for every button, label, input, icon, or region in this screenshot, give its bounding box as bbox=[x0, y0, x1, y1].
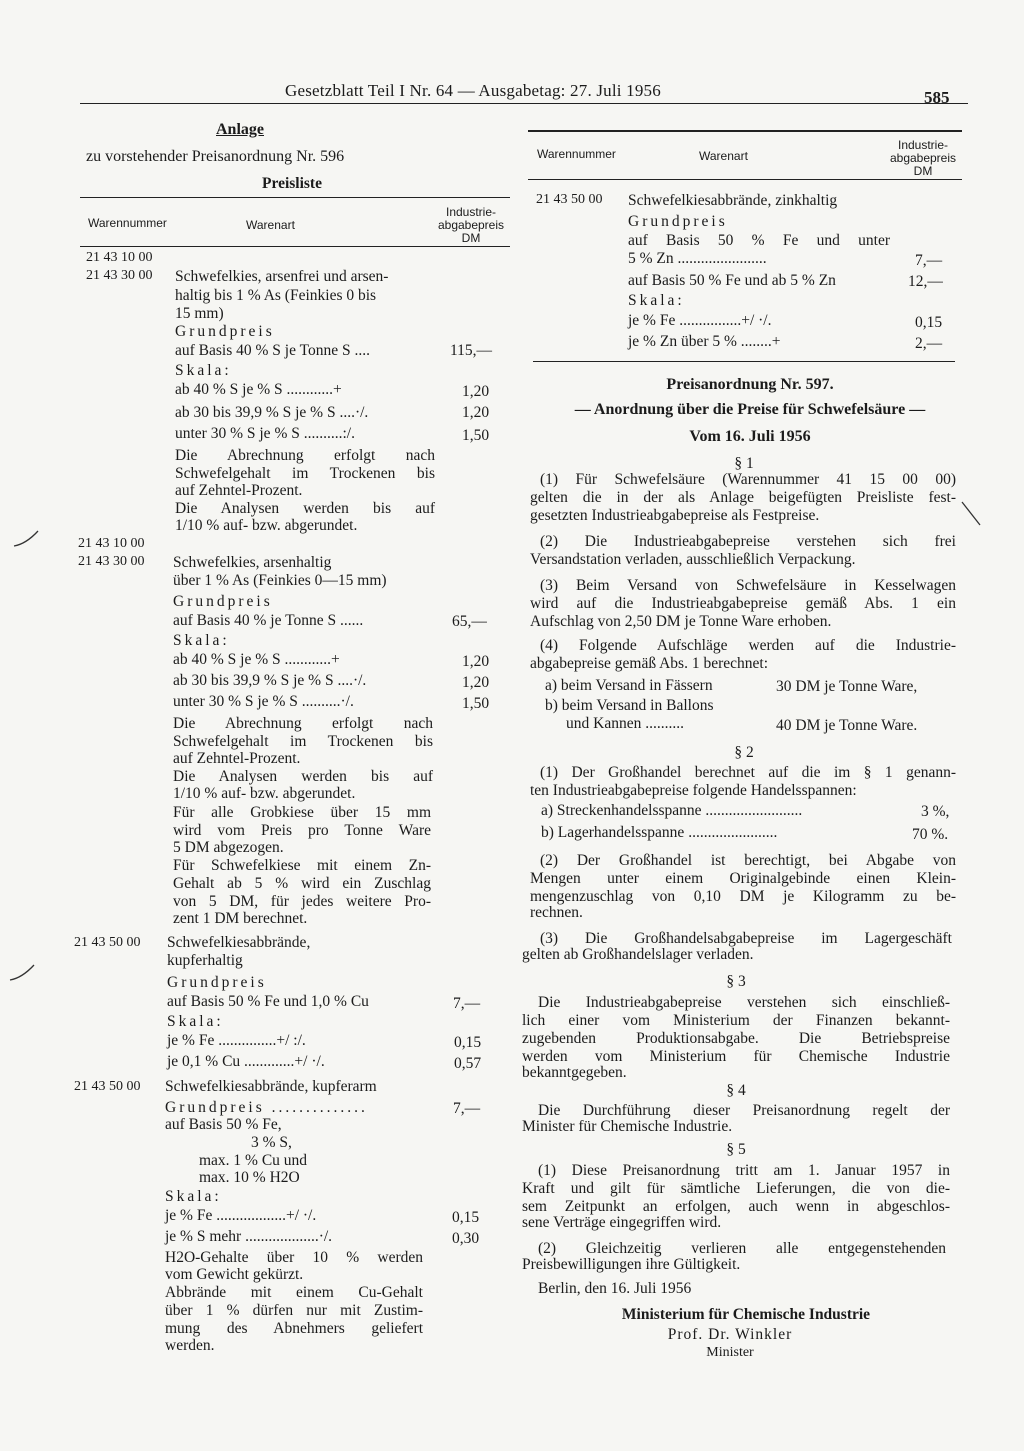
ministry-name: Ministerium für Chemische Industrie bbox=[621, 1306, 871, 1323]
paragraph-line: (2) Gleichzeitig verlieren alle entgegenstehenden bbox=[538, 1240, 946, 1257]
grundpreis-label: Grundpreis bbox=[628, 213, 728, 230]
right-table-top-rule bbox=[528, 130, 962, 132]
skala-line: unter 30 % S je % S ..........·/. bbox=[173, 693, 354, 710]
page-number: 585 bbox=[924, 88, 950, 107]
basis-line: max. 1 % Cu und bbox=[199, 1152, 308, 1169]
paragraph-line: sem Zeitpunkt an erfolgen, auch wenn in abgeschlos- bbox=[522, 1198, 950, 1215]
paragraph-line: Die Durchführung dieser Preisanordnung regelt der bbox=[538, 1102, 950, 1119]
warenart-text: über 1 % As (Feinkies 0—15 mm) bbox=[173, 572, 387, 589]
warenart-text: kupferhaltig bbox=[167, 952, 243, 969]
note-line: mung des Abnehmers geliefert bbox=[165, 1320, 423, 1337]
price-value: 1,50 bbox=[462, 695, 490, 712]
skala-line: je % Fe ..................+/ ·/. bbox=[165, 1207, 317, 1224]
note-line: Die Analysen werden bis auf bbox=[173, 768, 433, 785]
warennummer: 21 43 30 00 bbox=[78, 554, 145, 569]
price-value: 0,15 bbox=[915, 314, 943, 331]
list-item: b) Lagerhandelsspanne ....................... bbox=[541, 824, 778, 841]
skala-label: Skala: bbox=[165, 1188, 222, 1205]
basis-line: 3 % S, bbox=[251, 1134, 292, 1151]
skala-line: ab 40 % S je % S ............+ bbox=[173, 651, 340, 668]
list-item: a) beim Versand in Fässern bbox=[545, 677, 713, 694]
col-warenart: Warenart bbox=[699, 149, 748, 163]
grundpreis-label: Grundpreis bbox=[167, 974, 267, 991]
basis-line: auf Basis 40 % je Tonne S ...... bbox=[173, 612, 364, 629]
paragraph-line: wird auf die Industrieabgabepreise gemäß Abs. 1 ein bbox=[530, 595, 956, 612]
place-date: Berlin, den 16. Juli 1956 bbox=[538, 1280, 692, 1297]
list-item: und Kannen .......... bbox=[566, 715, 684, 732]
col-price-line1: Industrie- bbox=[897, 138, 949, 152]
paragraph-line: (1) Für Schwefelsäure (Warennummer 41 15 00 00) bbox=[540, 471, 956, 488]
paragraph-line: (4) Folgende Aufschläge werden auf die Industrie- bbox=[540, 637, 956, 654]
list-item: a) Streckenhandelsspanne ......................... bbox=[541, 802, 803, 819]
paragraph-line: mengenzuschlag von 0,10 DM je Kilogramm zu be- bbox=[530, 888, 956, 905]
table-top-rule bbox=[80, 197, 510, 198]
gazette-header: Gesetzblatt Teil I Nr. 64 — Ausgabetag: 27. Juli 1956 bbox=[285, 81, 661, 100]
section-heading: § 3 bbox=[726, 973, 746, 990]
note-line: Die Abrechnung erfolgt nach bbox=[173, 715, 433, 732]
col-warennummer: Warennummer bbox=[537, 147, 616, 161]
paragraph-line: gelten ab Großhandelslager verladen. bbox=[522, 946, 754, 963]
col-price-line2: abgabepreis bbox=[889, 151, 957, 165]
col-warenart: Warenart bbox=[246, 218, 295, 232]
paragraph-line: Minister für Chemische Industrie. bbox=[522, 1118, 733, 1135]
skala-line: je % Fe ................+/ ·/. bbox=[628, 312, 772, 329]
warenart-text: Schwefelkiesabbrände, kupferarm bbox=[165, 1078, 377, 1095]
price-value: 1,50 bbox=[462, 427, 490, 444]
warennummer: 21 43 50 00 bbox=[74, 935, 141, 950]
col-price-line3: DM bbox=[913, 164, 933, 178]
skala-line: unter 30 % S je % S ..........:/. bbox=[175, 425, 355, 442]
col-warennummer: Warennummer bbox=[88, 216, 167, 230]
price-value: 0,57 bbox=[454, 1055, 482, 1072]
decree-subtitle: — Anordnung über die Preise für Schwefelsäure — bbox=[574, 401, 926, 418]
paragraph-line: (2) Der Großhandel ist berechtigt, bei Abgabe von bbox=[540, 852, 956, 869]
paragraph-line: sene Verträge eingegriffen wird. bbox=[522, 1214, 722, 1231]
note-line: 1/10 % auf- bzw. abgerundet. bbox=[173, 785, 356, 802]
paragraph-line: Die Industrieabgabepreise verstehen sich einschließ- bbox=[538, 994, 950, 1011]
signer-name: Prof. Dr. Winkler bbox=[667, 1326, 793, 1343]
note-line: zent 1 DM berechnet. bbox=[173, 910, 308, 927]
margin-tick-mark bbox=[8, 962, 38, 984]
list-item-value: 70 %. bbox=[912, 826, 949, 843]
margin-tick-mark bbox=[12, 528, 42, 550]
paragraph-line: (3) Die Großhandelsabgabepreise im Lagergeschäft bbox=[540, 930, 952, 947]
note-line: Für Schwefelkiese mit einem Zn- bbox=[173, 857, 431, 874]
price-value: 115,— bbox=[450, 342, 493, 359]
grundpreis-label: Grundpreis bbox=[173, 593, 273, 610]
price-value: 12,— bbox=[908, 273, 943, 290]
anlage-heading: Anlage bbox=[216, 121, 264, 138]
warenart-text: Schwefelkiesabbrände, zinkhaltig bbox=[628, 192, 838, 209]
skala-label: Skala: bbox=[173, 632, 230, 649]
note-line: Die Abrechnung erfolgt nach bbox=[175, 447, 435, 464]
note-line: über 1 % dürfen nur mit Zustim- bbox=[165, 1302, 423, 1319]
paragraph-line: Aufschlag von 2,50 DM je Tonne Ware erhoben. bbox=[530, 613, 832, 630]
skala-line: ab 30 bis 39,9 % S je % S ....·/. bbox=[175, 404, 369, 421]
paragraph-line: abgabepreise gemäß Abs. 1 berechnet: bbox=[530, 655, 769, 672]
margin-stroke-mark bbox=[960, 500, 984, 528]
paragraph-line: gesetzten Industrieabgabepreise als Festpreise. bbox=[530, 507, 820, 524]
right-table-header-rule bbox=[528, 179, 962, 180]
decree-date: Vom 16. Juli 1956 bbox=[689, 428, 811, 445]
price-value: 0,15 bbox=[454, 1034, 482, 1051]
note-line: 1/10 % auf- bzw. abgerundet. bbox=[175, 517, 358, 534]
list-item-value: 30 DM je Tonne Ware, bbox=[776, 678, 918, 695]
price-value: 7,— bbox=[915, 252, 943, 269]
paragraph-line: lich einer vom Ministerium der Finanzen bekannt- bbox=[522, 1012, 950, 1029]
paragraph-line: bekanntgegeben. bbox=[522, 1064, 627, 1081]
paragraph-line: Mengen unter einem Originalgebinde einen Klein- bbox=[530, 870, 956, 887]
note-line: 5 DM abgezogen. bbox=[173, 839, 284, 856]
preisliste-heading: Preisliste bbox=[262, 175, 322, 192]
warenart-text: Schwefelkiesabbrände, bbox=[167, 934, 311, 951]
skala-line: je 0,1 % Cu .............+/ ·/. bbox=[167, 1053, 325, 1070]
basis-line: 5 % Zn ....................... bbox=[628, 250, 767, 267]
warennummer: 21 43 30 00 bbox=[86, 268, 153, 283]
price-value: 1,20 bbox=[462, 383, 490, 400]
paragraph-line: (2) Die Industrieabgabepreise verstehen sich frei bbox=[540, 533, 956, 550]
list-item-value: 40 DM je Tonne Ware. bbox=[776, 717, 918, 734]
skala-label: Skala: bbox=[628, 292, 685, 309]
note-line: Für alle Grobkiese über 15 mm bbox=[173, 804, 431, 821]
basis-line: auf Basis 50 % Fe und ab 5 % Zn bbox=[628, 272, 836, 289]
paragraph-line: (3) Beim Versand von Schwefelsäure in Kesselwagen bbox=[540, 577, 956, 594]
signer-role: Minister bbox=[706, 1345, 754, 1360]
basis-line: auf Basis 50 % Fe, bbox=[165, 1116, 282, 1133]
section-heading: § 4 bbox=[726, 1082, 746, 1099]
right-table-bottom-rule bbox=[533, 361, 955, 362]
price-value: 1,20 bbox=[462, 653, 490, 670]
paragraph-line: gelten die in der als Anlage beigefügten Preisliste fest- bbox=[530, 489, 956, 506]
basis-line: auf Basis 50 % Fe und 1,0 % Cu bbox=[167, 993, 369, 1010]
header-rule bbox=[80, 103, 968, 104]
skala-line: je % S mehr ...................·/. bbox=[165, 1228, 333, 1245]
skala-label: Skala: bbox=[175, 362, 232, 379]
note-line: Gehalt ab 5 % wird ein Zuschlag bbox=[173, 875, 431, 892]
grundpreis-label: Grundpreis bbox=[175, 323, 275, 340]
paragraph-line: zugebenden Produktionsabgabe. Die Betriebspreise bbox=[522, 1030, 950, 1047]
price-value: 1,20 bbox=[462, 404, 490, 421]
note-line: wird vom Preis pro Tonne Ware bbox=[173, 822, 431, 839]
warennummer: 21 43 10 00 bbox=[78, 536, 145, 551]
note-line: werden. bbox=[165, 1337, 215, 1354]
table-header-rule bbox=[80, 246, 510, 247]
paragraph-line: (1) Der Großhandel berechnet auf die im § 1 genann- bbox=[540, 764, 956, 781]
warennummer: 21 43 10 00 bbox=[86, 250, 153, 265]
paragraph-line: Preisbewilligungen ihre Gültigkeit. bbox=[522, 1256, 741, 1273]
note-line: Schwefelgehalt im Trockenen bis bbox=[173, 733, 433, 750]
col-price-line2: abgabepreis bbox=[437, 218, 505, 232]
warenart-text: Schwefelkies, arsenfrei und arsen- bbox=[175, 268, 389, 285]
list-item: b) beim Versand in Ballons bbox=[545, 697, 714, 714]
paragraph-line: Kraft und gilt für sämtliche Lieferungen, die von die- bbox=[522, 1180, 950, 1197]
price-value: 7,— bbox=[453, 995, 481, 1012]
paragraph-line: ten Industrieabgabepreise folgende Handelsspannen: bbox=[530, 782, 857, 799]
anlage-subtitle: zu vorstehender Preisanordnung Nr. 596 bbox=[86, 148, 345, 165]
basis-line: max. 10 % H2O bbox=[199, 1169, 300, 1186]
paragraph-line: werden vom Ministerium für Chemische Industrie bbox=[522, 1048, 950, 1065]
basis-line: auf Basis 50 % Fe und unter bbox=[628, 232, 890, 249]
paragraph-line: (1) Diese Preisanordnung tritt am 1. Januar 1957 in bbox=[538, 1162, 950, 1179]
skala-line: je % Zn über 5 % ........+ bbox=[628, 333, 781, 350]
basis-line: auf Basis 40 % S je Tonne S .... bbox=[175, 342, 370, 359]
section-heading: § 1 bbox=[734, 455, 754, 472]
note-line: Schwefelgehalt im Trockenen bis bbox=[175, 465, 435, 482]
note-line: von 5 DM, für jedes weitere Pro- bbox=[173, 893, 431, 910]
warenart-text: haltig bis 1 % As (Feinkies 0 bis bbox=[175, 287, 377, 304]
grundpreis-label: Grundpreis .............. bbox=[165, 1099, 368, 1116]
paragraph-line: Versandstation verladen, ausschließlich Verpackung. bbox=[530, 551, 856, 568]
note-line: vom Gewicht gekürzt. bbox=[165, 1266, 304, 1283]
price-value: 0,30 bbox=[452, 1230, 480, 1247]
note-line: auf Zehntel-Prozent. bbox=[173, 750, 301, 767]
warennummer: 21 43 50 00 bbox=[536, 192, 603, 207]
list-item-value: 3 %, bbox=[921, 803, 950, 820]
note-line: Die Analysen werden bis auf bbox=[175, 500, 435, 517]
col-price-line3: DM bbox=[461, 231, 481, 245]
skala-label: Skala: bbox=[167, 1013, 224, 1030]
col-price-line1: Industrie- bbox=[445, 205, 497, 219]
note-line: Abbrände mit einem Cu-Gehalt bbox=[165, 1284, 423, 1301]
section-heading: § 2 bbox=[734, 744, 754, 761]
note-line: auf Zehntel-Prozent. bbox=[175, 482, 303, 499]
warenart-text: Schwefelkies, arsenhaltig bbox=[173, 554, 332, 571]
price-value: 2,— bbox=[915, 335, 943, 352]
note-line: H2O-Gehalte über 10 % werden bbox=[165, 1249, 423, 1266]
price-value: 0,15 bbox=[452, 1209, 480, 1226]
paragraph-line: rechnen. bbox=[530, 904, 583, 921]
skala-line: ab 40 % S je % S ............+ bbox=[175, 381, 342, 398]
warenart-text: 15 mm) bbox=[175, 305, 224, 322]
price-value: 7,— bbox=[453, 1100, 481, 1117]
skala-line: je % Fe ...............+/ :/. bbox=[167, 1032, 306, 1049]
price-value: 65,— bbox=[452, 613, 487, 630]
warennummer: 21 43 50 00 bbox=[74, 1079, 141, 1094]
skala-line: ab 30 bis 39,9 % S je % S ....·/. bbox=[173, 672, 367, 689]
section-heading: § 5 bbox=[726, 1141, 746, 1158]
decree-title: Preisanordnung Nr. 597. bbox=[666, 376, 834, 393]
price-value: 1,20 bbox=[462, 674, 490, 691]
